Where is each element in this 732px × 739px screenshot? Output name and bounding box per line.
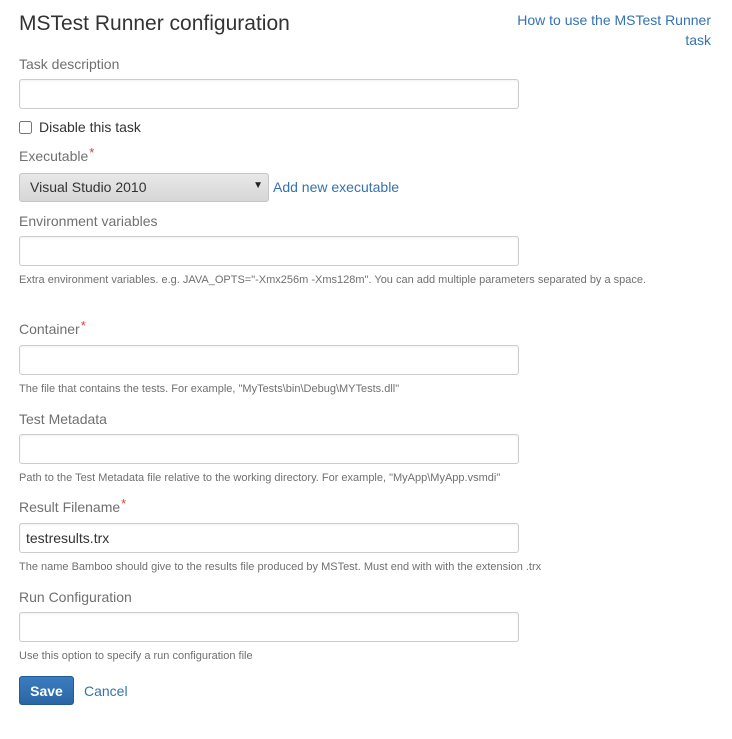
test-metadata-input[interactable] (19, 434, 519, 464)
result-filename-label: Result Filename* (19, 496, 127, 515)
environment-variables-input[interactable] (19, 236, 519, 266)
run-configuration-description: Use this option to specify a run configuration file (19, 650, 253, 662)
environment-variables-description: Extra environment variables. e.g. JAVA_OPTS="-Xmx256m -Xms128m". You can add multiple parameters separated by a space. (19, 274, 647, 286)
executable-selected-value: Visual Studio 2010 (30, 179, 147, 195)
chevron-down-icon: ▼ (253, 180, 263, 191)
disable-task-label: Disable this task (39, 119, 141, 135)
task-description-field (19, 56, 119, 73)
required-mark: * (80, 318, 86, 333)
task-description-label: Task description (19, 56, 120, 72)
run-configuration-field (19, 589, 132, 606)
disable-task-row (19, 119, 141, 135)
executable-select[interactable] (19, 173, 269, 202)
save-button[interactable]: Save (19, 676, 74, 705)
test-metadata-label: Test Metadata (19, 411, 107, 427)
task-description-input[interactable] (19, 79, 519, 109)
cancel-link[interactable]: Cancel (84, 683, 128, 699)
page-title: MSTest Runner configuration (19, 12, 290, 35)
run-configuration-label: Run Configuration (19, 589, 132, 605)
executable-label: Executable* (19, 145, 95, 164)
help-link[interactable]: How to use the MSTest Runner task (517, 12, 711, 48)
environment-variables-field (19, 213, 158, 230)
test-metadata-description: Path to the Test Metadata file relative to the working directory. For example, "MyApp\MyApp.vsmdi" (19, 472, 501, 484)
container-label: Container* (19, 318, 86, 337)
required-mark: * (89, 145, 95, 160)
executable-field (19, 145, 95, 165)
add-new-executable-link[interactable]: Add new executable (273, 179, 400, 195)
result-filename-input[interactable] (19, 523, 519, 553)
result-filename-description: The name Bamboo should give to the results file produced by MSTest. Must end with with the extension .trx (19, 561, 542, 573)
run-configuration-input[interactable] (19, 612, 519, 642)
container-input[interactable] (19, 345, 519, 375)
result-filename-field (19, 496, 127, 516)
disable-task-checkbox[interactable] (19, 121, 32, 134)
container-description: The file that contains the tests. For example, "MyTests\bin\Debug\MYTests.dll" (19, 383, 400, 395)
required-mark: * (121, 496, 127, 511)
container-field (19, 318, 86, 338)
environment-variables-label: Environment variables (19, 213, 158, 229)
test-metadata-field (19, 411, 107, 428)
